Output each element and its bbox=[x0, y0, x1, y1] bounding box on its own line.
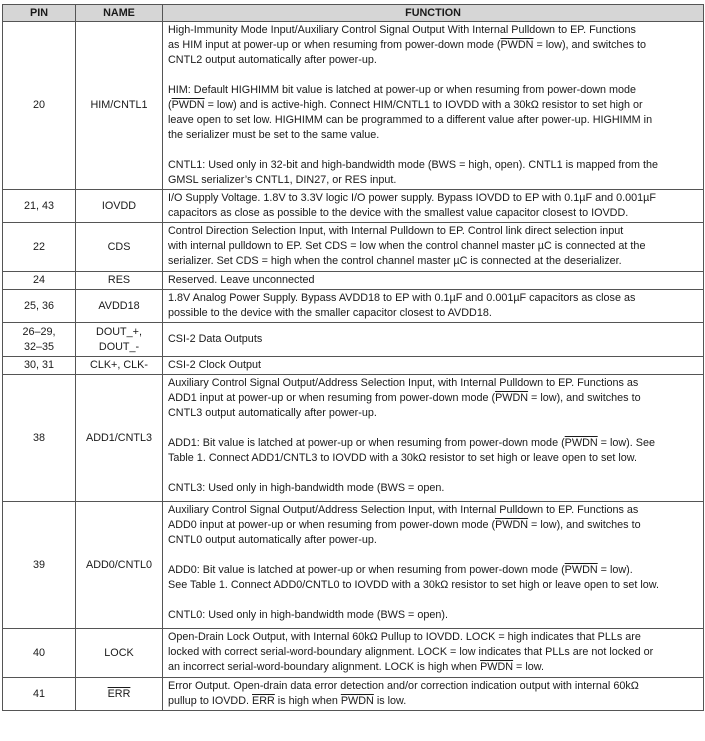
table-row bbox=[3, 375, 704, 502]
function-line: capacitors as close as possible to the device with the smallest value capacitor closest to IOVDD. bbox=[168, 207, 629, 219]
table-row bbox=[3, 678, 704, 711]
table-row bbox=[3, 190, 704, 223]
pin-number: 22 bbox=[3, 223, 76, 272]
pin-function bbox=[163, 357, 704, 375]
pin-number: 39 bbox=[3, 502, 76, 629]
function-line: an incorrect serial-word-boundary alignment. LOCK is high when PWDN = low. bbox=[168, 661, 544, 673]
pwdn-signal: PWDN bbox=[564, 437, 598, 449]
pin-name: ADD1/CNTL3 bbox=[76, 375, 163, 502]
pin-number: 30, 31 bbox=[3, 357, 76, 375]
pin-name: RES bbox=[76, 272, 163, 290]
pin-name: DOUT_+, DOUT_- bbox=[76, 323, 163, 357]
pin-number: 26–29, 32–35 bbox=[3, 323, 76, 357]
function-line: CNTL0 output automatically after power-up. bbox=[168, 534, 377, 546]
pin-number: 21, 43 bbox=[3, 190, 76, 223]
function-line: CNTL1: Used only in 32-bit and high-bandwidth mode (BWS = high, open). CNTL1 is mapped from the bbox=[168, 159, 659, 171]
function-line: HIM: Default HIGHIMM bit value is latched at power-up or when resuming from power-down mode bbox=[168, 84, 637, 96]
pin-function bbox=[163, 190, 704, 223]
table-row bbox=[3, 272, 704, 290]
pin-function bbox=[163, 272, 704, 290]
pwdn-signal: PWDN bbox=[171, 99, 205, 111]
function-line: Reserved. Leave unconnected bbox=[168, 274, 315, 286]
function-line: CNTL2 output automatically after power-up. bbox=[168, 54, 377, 66]
table-row bbox=[3, 502, 704, 629]
pin-function bbox=[163, 290, 704, 323]
function-line: ADD0 input at power-up or when resuming from power-down mode (PWDN = low), and switches to bbox=[168, 519, 641, 531]
function-line: Control Direction Selection Input, with Internal Pulldown to EP. Control link direct selection input bbox=[168, 225, 624, 237]
pin-function bbox=[163, 22, 704, 190]
pin-name: LOCK bbox=[76, 629, 163, 678]
function-line: with internal pulldown to EP. Set CDS = low when the control channel master µC is connected at the bbox=[168, 240, 646, 252]
pin-number: 41 bbox=[3, 678, 76, 711]
function-line: (PWDN = low) and is active-high. Connect HIM/CNTL1 to IOVDD with a 30kΩ resistor to set high or bbox=[168, 99, 643, 111]
header-function: FUNCTION bbox=[163, 5, 704, 22]
table-row bbox=[3, 323, 704, 357]
pin-number: 25, 36 bbox=[3, 290, 76, 323]
pwdn-signal: PWDN bbox=[500, 39, 534, 51]
header-name: NAME bbox=[76, 5, 163, 22]
header-pin: PIN bbox=[3, 5, 76, 22]
table-row bbox=[3, 22, 704, 190]
pin-name: AVDD18 bbox=[76, 290, 163, 323]
function-line: the serializer must be set to the same value. bbox=[168, 129, 380, 141]
pin-function bbox=[163, 629, 704, 678]
function-line: ADD1: Bit value is latched at power-up or when resuming from power-down mode (PWDN = low). See bbox=[168, 437, 655, 449]
function-line: Open-Drain Lock Output, with Internal 60kΩ Pullup to IOVDD. LOCK = high indicates that PLLs are bbox=[168, 631, 641, 643]
pin-number: 40 bbox=[3, 629, 76, 678]
pwdn-signal: PWDN bbox=[495, 519, 529, 531]
pwdn-signal: PWDN bbox=[340, 695, 374, 707]
function-line: possible to the device with the smaller capacitor closest to AVDD18. bbox=[168, 307, 492, 319]
pin-name: ADD0/CNTL0 bbox=[76, 502, 163, 629]
function-line: See Table 1. Connect ADD0/CNTL0 to IOVDD with a 30kΩ resistor to set high or leave open to set low. bbox=[168, 579, 659, 591]
function-line: GMSL serializer’s CNTL1, DIN27, or RES input. bbox=[168, 174, 397, 186]
pin-name: CDS bbox=[76, 223, 163, 272]
pin-description-table bbox=[2, 4, 704, 711]
pin-function bbox=[163, 323, 704, 357]
function-line: I/O Supply Voltage. 1.8V to 3.3V logic I/O power supply. Bypass IOVDD to EP with 0.1µF and 0.001µF bbox=[168, 192, 656, 204]
function-line: High-Immunity Mode Input/Auxiliary Control Signal Output With Internal Pulldown to EP. Functions bbox=[168, 24, 636, 36]
function-line: ADD1 input at power-up or when resuming from power-down mode (PWDN = low), and switches to bbox=[168, 392, 641, 404]
function-line: CNTL3 output automatically after power-up. bbox=[168, 407, 377, 419]
err-signal: $\overline{ERR}$ bbox=[107, 687, 131, 700]
function-line: leave open to set low. HIGHIMM can be programmed to a different value after power-up. HIGHIMM in bbox=[168, 114, 653, 126]
pin-name: IOVDD bbox=[76, 190, 163, 223]
function-line: Error Output. Open-drain data error detection and/or correction indication output with internal 60kΩ bbox=[168, 680, 639, 692]
pin-function bbox=[163, 678, 704, 711]
table-row bbox=[3, 290, 704, 323]
function-line: Auxiliary Control Signal Output/Address Selection Input, with Internal Pulldown to EP. Functions as bbox=[168, 504, 639, 516]
pin-function bbox=[163, 502, 704, 629]
function-line: Table 1. Connect ADD1/CNTL3 to IOVDD with a 30kΩ resistor to set high or leave open to set low. bbox=[168, 452, 637, 464]
err-signal: $\overline{ERR}$ bbox=[252, 695, 275, 707]
pin-function bbox=[163, 223, 704, 272]
function-line: 1.8V Analog Power Supply. Bypass AVDD18 to EP with 0.1µF and 0.001µF capacitors as close as bbox=[168, 292, 636, 304]
function-line: CNTL0: Used only in high-bandwidth mode (BWS = open). bbox=[168, 609, 448, 621]
table-row bbox=[3, 629, 704, 678]
pwdn-signal: PWDN bbox=[564, 564, 598, 576]
pwdn-signal: PWDN bbox=[480, 661, 514, 673]
function-line: as HIM input at power-up or when resuming from power-down mode (PWDN = low), and switches to bbox=[168, 39, 646, 51]
pin-name: HIM/CNTL1 bbox=[76, 22, 163, 190]
function-line: serializer. Set CDS = high when the control channel master µC is connected at the deserializer. bbox=[168, 255, 622, 267]
table-row bbox=[3, 357, 704, 375]
header-row bbox=[3, 5, 704, 22]
pin-name: CLK+, CLK- bbox=[76, 357, 163, 375]
pwdn-signal: PWDN bbox=[495, 392, 529, 404]
pin-number: 38 bbox=[3, 375, 76, 502]
function-line: CNTL3: Used only in high-bandwidth mode (BWS = open. bbox=[168, 482, 445, 494]
function-line: pullup to IOVDD. $\overline{ERR}$ is high when PWDN is low. bbox=[168, 695, 407, 707]
function-line: CSI-2 Clock Output bbox=[168, 359, 262, 371]
function-line: locked with correct serial-word-boundary alignment. LOCK = low indicates that PLLs are not locked or bbox=[168, 646, 654, 658]
pin-name bbox=[76, 678, 163, 711]
function-line: CSI-2 Data Outputs bbox=[168, 333, 263, 345]
pin-number: 24 bbox=[3, 272, 76, 290]
table-row bbox=[3, 223, 704, 272]
pin-number: 20 bbox=[3, 22, 76, 190]
function-line: ADD0: Bit value is latched at power-up or when resuming from power-down mode (PWDN = low). bbox=[168, 564, 633, 576]
function-line: Auxiliary Control Signal Output/Address Selection Input, with Internal Pulldown to EP. Functions as bbox=[168, 377, 639, 389]
pin-function bbox=[163, 375, 704, 502]
